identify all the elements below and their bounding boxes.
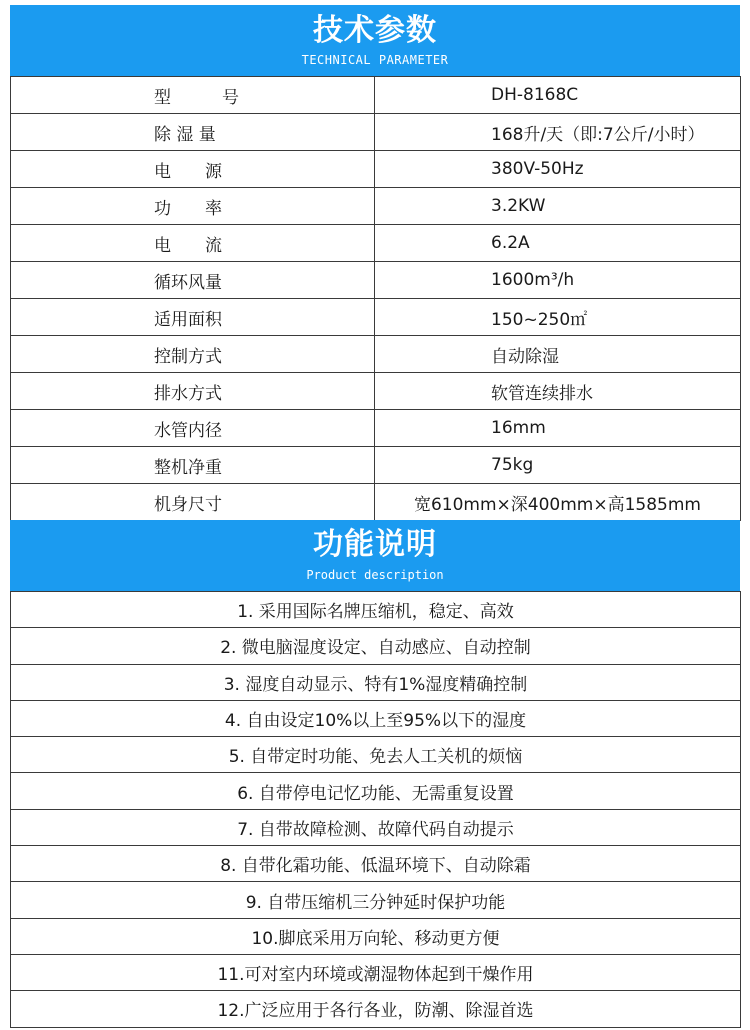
- feature-item: 9. 自带压缩机三分钟延时保护功能: [11, 882, 741, 918]
- table-row: [11, 882, 741, 918]
- spec-label: 控制方式: [11, 336, 375, 373]
- table-row: [11, 447, 741, 484]
- feature-item: 7. 自带故障检测、故障代码自动提示: [11, 809, 741, 845]
- table-row: [11, 151, 741, 188]
- feature-table: [10, 591, 741, 1028]
- spec-value: 软管连续排水: [375, 373, 741, 410]
- table-row: [11, 114, 741, 151]
- feature-item: 10.脚底采用万向轮、移动更方便: [11, 918, 741, 954]
- feature-item: 12.广泛应用于各行各业，防潮、除湿首选: [11, 991, 741, 1027]
- spec-label: 适用面积: [11, 299, 375, 336]
- feature-item: 4. 自由设定10%以上至95%以下的湿度: [11, 700, 741, 736]
- table-row: [11, 700, 741, 736]
- table-row: [11, 628, 741, 664]
- spec-value: 380V-50Hz: [375, 151, 741, 188]
- spec-value: 75kg: [375, 447, 741, 484]
- table-row: [11, 737, 741, 773]
- feature-item: 1. 采用国际名牌压缩机，稳定、高效: [11, 592, 741, 628]
- table-row: [11, 299, 741, 336]
- spec-label: 循环风量: [11, 262, 375, 299]
- table-row: [11, 918, 741, 954]
- table-row: [11, 336, 741, 373]
- section-subtitle: Product description: [306, 568, 444, 582]
- table-row: [11, 991, 741, 1027]
- spec-label: 水管内径: [11, 410, 375, 447]
- spec-value: 168升/天（即:7公斤/小时）: [375, 114, 741, 151]
- spec-value: 16mm: [375, 410, 741, 447]
- table-row: [11, 592, 741, 628]
- feature-item: 8. 自带化霜功能、低温环境下、自动除霜: [11, 846, 741, 882]
- spec-label: 排水方式: [11, 373, 375, 410]
- feature-item: 3. 湿度自动显示、特有1%湿度精确控制: [11, 664, 741, 700]
- feature-item: 6. 自带停电记忆功能、无需重复设置: [11, 773, 741, 809]
- spec-label: 整机净重: [11, 447, 375, 484]
- section-title: 功能说明: [313, 527, 437, 562]
- spec-value: 自动除湿: [375, 336, 741, 373]
- table-row: [11, 954, 741, 990]
- product-description-header: [10, 520, 740, 591]
- table-row: [11, 77, 741, 114]
- section-subtitle: TECHNICAL PARAMETER: [301, 53, 449, 67]
- table-row: [11, 484, 741, 521]
- table-row: [11, 664, 741, 700]
- spec-label: 型 号: [11, 77, 375, 114]
- spec-label: 除 湿 量: [11, 114, 375, 151]
- spec-value: 宽610mm×深400mm×高1585mm: [375, 484, 741, 521]
- table-row: [11, 225, 741, 262]
- spec-label: 电 源: [11, 151, 375, 188]
- spec-value: DH-8168C: [375, 77, 741, 114]
- section-title: 技术参数: [313, 13, 437, 48]
- spec-table: [10, 76, 741, 521]
- table-row: [11, 773, 741, 809]
- table-row: [11, 188, 741, 225]
- table-row: [11, 373, 741, 410]
- feature-item: 2. 微电脑湿度设定、自动感应、自动控制: [11, 628, 741, 664]
- table-row: [11, 809, 741, 845]
- spec-label: 机身尺寸: [11, 484, 375, 521]
- spec-value: 3.2KW: [375, 188, 741, 225]
- table-row: [11, 410, 741, 447]
- table-row: [11, 846, 741, 882]
- spec-value: 150~250㎡: [375, 299, 741, 336]
- feature-item: 5. 自带定时功能、免去人工关机的烦恼: [11, 737, 741, 773]
- table-row: [11, 262, 741, 299]
- spec-label: 电 流: [11, 225, 375, 262]
- technical-parameter-header: [10, 5, 740, 76]
- spec-value: 6.2A: [375, 225, 741, 262]
- feature-item: 11.可对室内环境或潮湿物体起到干燥作用: [11, 954, 741, 990]
- spec-label: 功 率: [11, 188, 375, 225]
- spec-value: 1600m³/h: [375, 262, 741, 299]
